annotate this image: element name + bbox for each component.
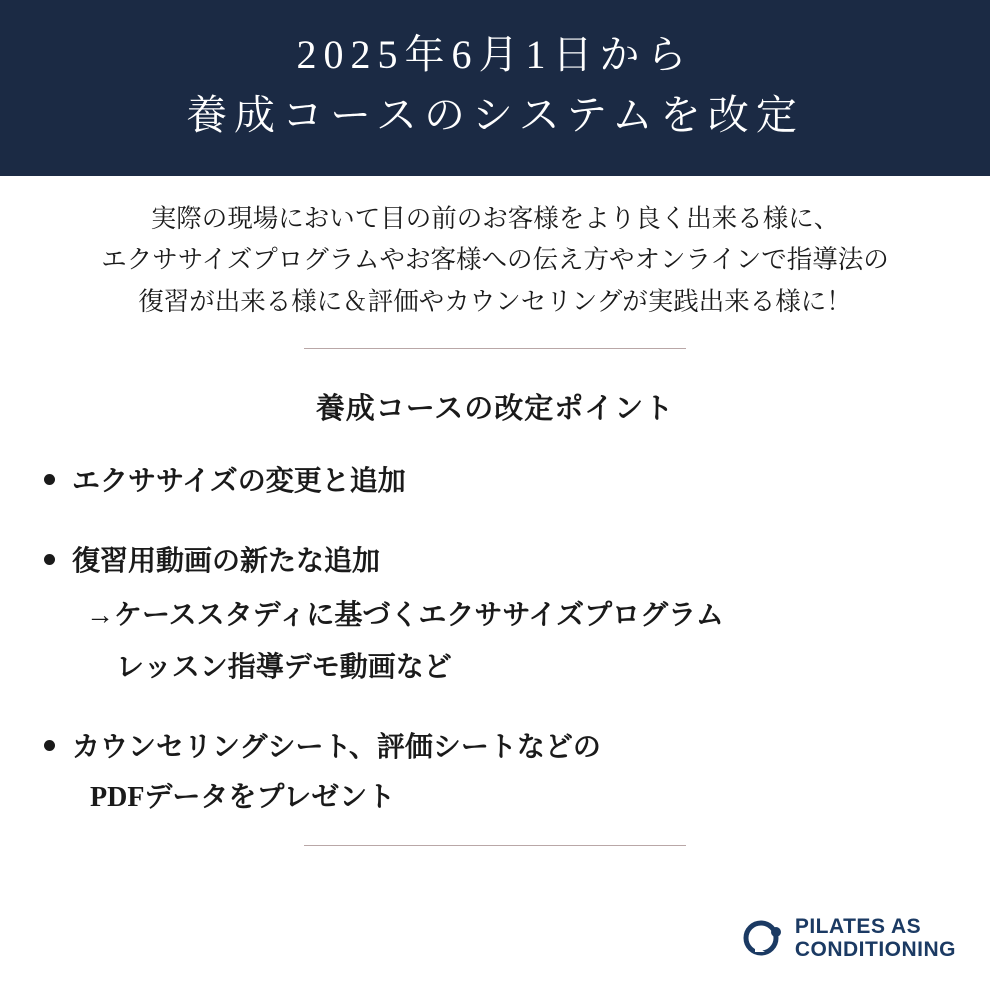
divider-top [304, 348, 686, 349]
brand-logo-line-1: PILATES AS [794, 914, 922, 938]
intro-line-2: エクササイズプログラムやお客様への伝え方やオンラインで指導法の [101, 245, 889, 275]
point-text-line-2: PDFデータをプレゼント [90, 781, 396, 813]
intro-paragraph [0, 198, 990, 322]
brand-logo-text [795, 915, 956, 962]
bullet-icon [44, 554, 55, 565]
point-text: 復習用動画の新たな追加 [72, 545, 381, 577]
brand-logo [743, 915, 956, 962]
section-title: 養成コースの改定ポイント [315, 392, 675, 425]
list-item [0, 727, 990, 819]
circle-c-logo-icon [743, 918, 783, 958]
intro-line-1: 実際の現場において目の前のお客様をより良く出来る様に、 [150, 204, 840, 233]
bullet-icon [44, 740, 55, 751]
point-subtext-2: レッスン指導デモ動画など [116, 651, 452, 683]
points-list [0, 461, 990, 819]
point-text: カウンセリングシート、評価シートなどの [72, 731, 601, 763]
bullet-icon [44, 474, 55, 485]
brand-logo-line-2: CONDITIONING [794, 938, 956, 962]
point-text: エクササイズの変更と追加 [72, 465, 406, 497]
header-title-line-1: 2025年6月1日から [296, 32, 694, 78]
intro-line-3: 復習が出来る様に＆評価やカウンセリングが実践出来る様に！ [138, 286, 852, 316]
point-subtext: →ケーススタディに基づくエクササイズプログラム [86, 599, 724, 631]
list-item [0, 541, 990, 689]
divider-bottom [304, 845, 686, 846]
header-title-line-2: 養成コースのシステムを改定 [186, 92, 804, 139]
list-item [0, 461, 990, 503]
header-banner [0, 0, 990, 176]
